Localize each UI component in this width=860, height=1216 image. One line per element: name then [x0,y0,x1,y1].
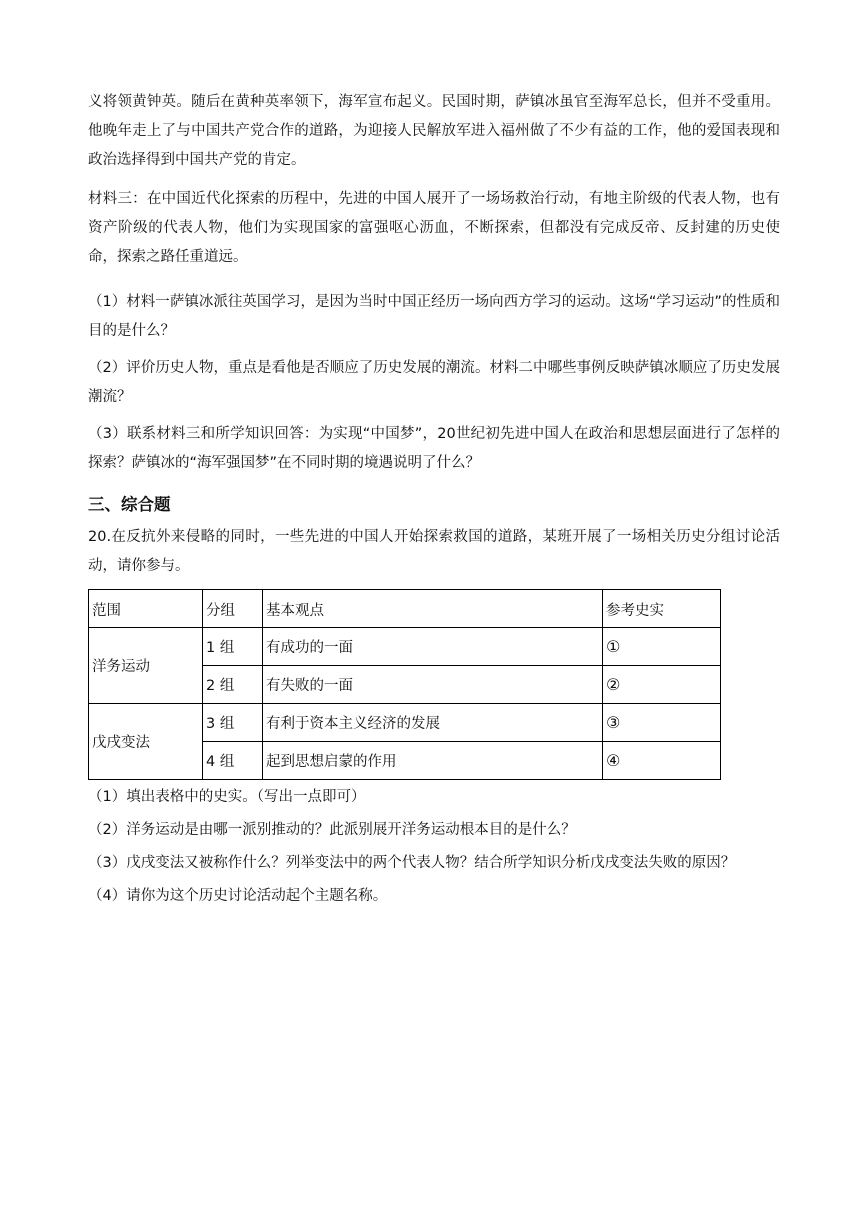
header-group: 分组 [203,590,263,628]
material-three: 材料三：在中国近代化探索的历程中，先进的中国人展开了一场场救治行动，有地主阶级的代表人物，也有资产阶级的代表人物，他们为实现国家的富强呕心沥血，不断探索，但都没有完成反帝、反封建的历史使命，探索之路任重道远。 [88,191,780,265]
group-cell: 1 组 [203,628,263,666]
group-cell: 2 组 [203,666,263,704]
table-row [89,704,721,742]
fact-cell: ③ [603,704,721,742]
group-cell: 4 组 [203,742,263,780]
discussion-table [88,589,721,780]
table-row [89,628,721,666]
question-20-part-1: （1）填出表格中的史实。（写出一点即可） [88,789,366,805]
question-20-part-3: （3）戊戌变法又被称作什么？列举变法中的两个代表人物？结合所学知识分析戊戌变法失败的原因？ [88,855,736,871]
view-cell: 起到思想启蒙的作用 [263,742,603,780]
header-fact: 参考史实 [603,590,721,628]
material-two-tail: 义将领黄钟英。随后在黄种英率领下，海军宣布起义。民国时期，萨镇冰虽官至海军总长，但并不受重用。他晚年走上了与中国共产党合作的道路，为迎接人民解放军进入福州做了不少有益的工作，他的爱国表现和政治选择得到中国共产党的肯定。 [88,94,780,168]
fact-cell: ④ [603,742,721,780]
group-cell: 3 组 [203,704,263,742]
section-title: 三、综合题 [88,495,171,514]
header-scope: 范围 [89,590,203,628]
question-19-part-3: （3）联系材料三和所学知识回答：为实现“中国梦”，20世纪初先进中国人在政治和思想层面进行了怎样的探索？萨镇冰的“海军强国梦”在不同时期的境遇说明了什么？ [88,426,780,471]
question-19-part-1: （1）材料一萨镇冰派往英国学习，是因为当时中国正经历一场向西方学习的运动。这场“学习运动”的性质和目的是什么？ [88,294,780,339]
fact-cell: ② [603,666,721,704]
table-header-row [89,590,721,628]
fact-cell: ① [603,628,721,666]
question-20-stem: 20.在反抗外来侵略的同时，一些先进的中国人开始探索救国的道路，某班开展了一场相关历史分组讨论活动，请你参与。 [88,529,780,574]
scope-cell: 洋务运动 [89,628,203,704]
view-cell: 有失败的一面 [263,666,603,704]
header-view: 基本观点 [263,590,603,628]
question-20-part-4: （4）请你为这个历史讨论活动起个主题名称。 [88,888,388,904]
view-cell: 有成功的一面 [263,628,603,666]
view-cell: 有利于资本主义经济的发展 [263,704,603,742]
question-19-part-2: （2）评价历史人物，重点是看他是否顺应了历史发展的潮流。材料二中哪些事例反映萨镇冰顺应了历史发展潮流？ [88,360,780,405]
scope-cell: 戊戌变法 [89,704,203,780]
question-20-part-2: （2）洋务运动是由哪一派别推动的？此派别展开洋务运动根本目的是什么？ [88,822,576,838]
